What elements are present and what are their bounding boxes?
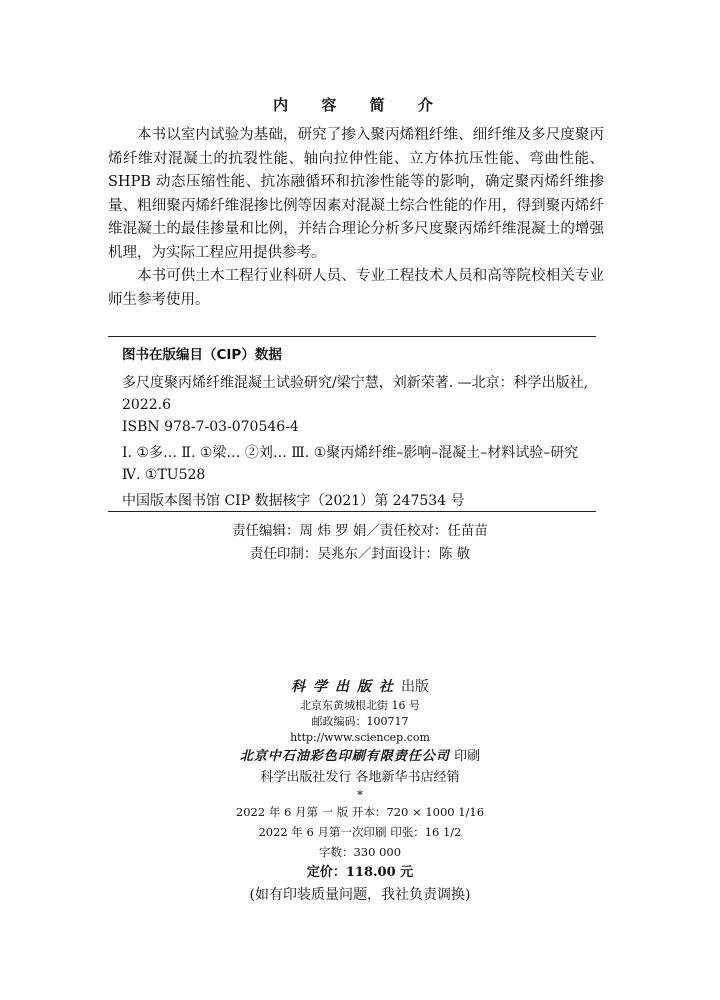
cip-bottom-divider xyxy=(108,511,596,512)
credits-editors: 责任编辑：周 炜 罗 娟／责任校对：任苗苗 xyxy=(232,523,488,539)
credits-production: 责任印制：吴兆东／封面设计：陈 敬 xyxy=(249,546,471,562)
publisher-line xyxy=(0,676,720,698)
publisher-name: 科学出版社 xyxy=(291,679,401,695)
publisher-postcode: 邮政编码：100717 xyxy=(311,715,409,728)
separator-star: * xyxy=(357,788,363,802)
publisher-address: 北京东黄城根北街 16 号 xyxy=(300,699,420,712)
printer-name: 北京中石油彩色印刷有限责任公司 xyxy=(239,749,450,764)
printer-suffix: 印刷 xyxy=(454,749,481,764)
imprint-block xyxy=(0,676,720,906)
printer-line xyxy=(0,746,720,768)
edition-line: 2022 年 6 月第 一 版 开本：720 × 1000 1/16 xyxy=(235,805,485,819)
printing-line: 2022 年 6 月第一次印刷 印张：16 1/2 xyxy=(258,825,462,839)
summary-paragraph-2: 本书可供土木工程行业科研人员、专业工程技术人员和高等院校相关专业师生参考使用。 xyxy=(108,268,604,308)
word-count: 字数：330 000 xyxy=(318,845,402,859)
price: 定价：118.00 元 xyxy=(306,865,414,880)
distribution-line: 科学出版社发行 各地新华书店经销 xyxy=(260,770,460,785)
summary-body xyxy=(108,124,604,312)
publisher-suffix: 出版 xyxy=(401,679,429,695)
summary-title: 内 容 简 介 xyxy=(273,96,447,114)
summary-paragraph-1: 本书以室内试验为基础，研究了掺入聚丙烯粗纤维、细纤维及多尺度聚丙烯纤维对混凝土的抗裂性能、轴向拉伸性能、立方体抗压性能、弯曲性能、SHPB 动态压缩性能、抗冻融循环和抗渗性能等的影响，确定聚丙烯纤维掺量、粗细聚丙烯纤维混掺比例等因素对混凝土综合性能的作用，得到聚丙烯纤维混凝土的最佳掺量和比例，并结合理论分析多尺度聚丙烯纤维混凝土的增强机理，为实际工程应用提供参考。 xyxy=(108,127,604,261)
cip-classification: Ⅰ. ①多… Ⅱ. ①梁… ②刘… Ⅲ. ①聚丙烯纤维–影响–混凝土–材料试验–研究 Ⅳ. ①TU528 xyxy=(122,445,579,483)
cip-heading: 图书在版编目（CIP）数据 xyxy=(122,347,282,363)
cip-record: 多尺度聚丙烯纤维混凝土试验研究/梁宁慧，刘新荣著. —北京：科学出版社, 2022.6 xyxy=(122,375,589,413)
credits-block xyxy=(0,520,720,566)
cip-block xyxy=(122,344,596,512)
cip-isbn: ISBN 978-7-03-070546-4 xyxy=(122,419,299,435)
cip-top-divider xyxy=(108,336,596,337)
publisher-website: http://www.sciencep.com xyxy=(290,731,430,744)
cip-verification: 中国版本图书馆 CIP 数据核字（2021）第 247534 号 xyxy=(122,493,465,509)
quality-note: (如有印装质量问题，我社负责调换) xyxy=(249,887,471,903)
